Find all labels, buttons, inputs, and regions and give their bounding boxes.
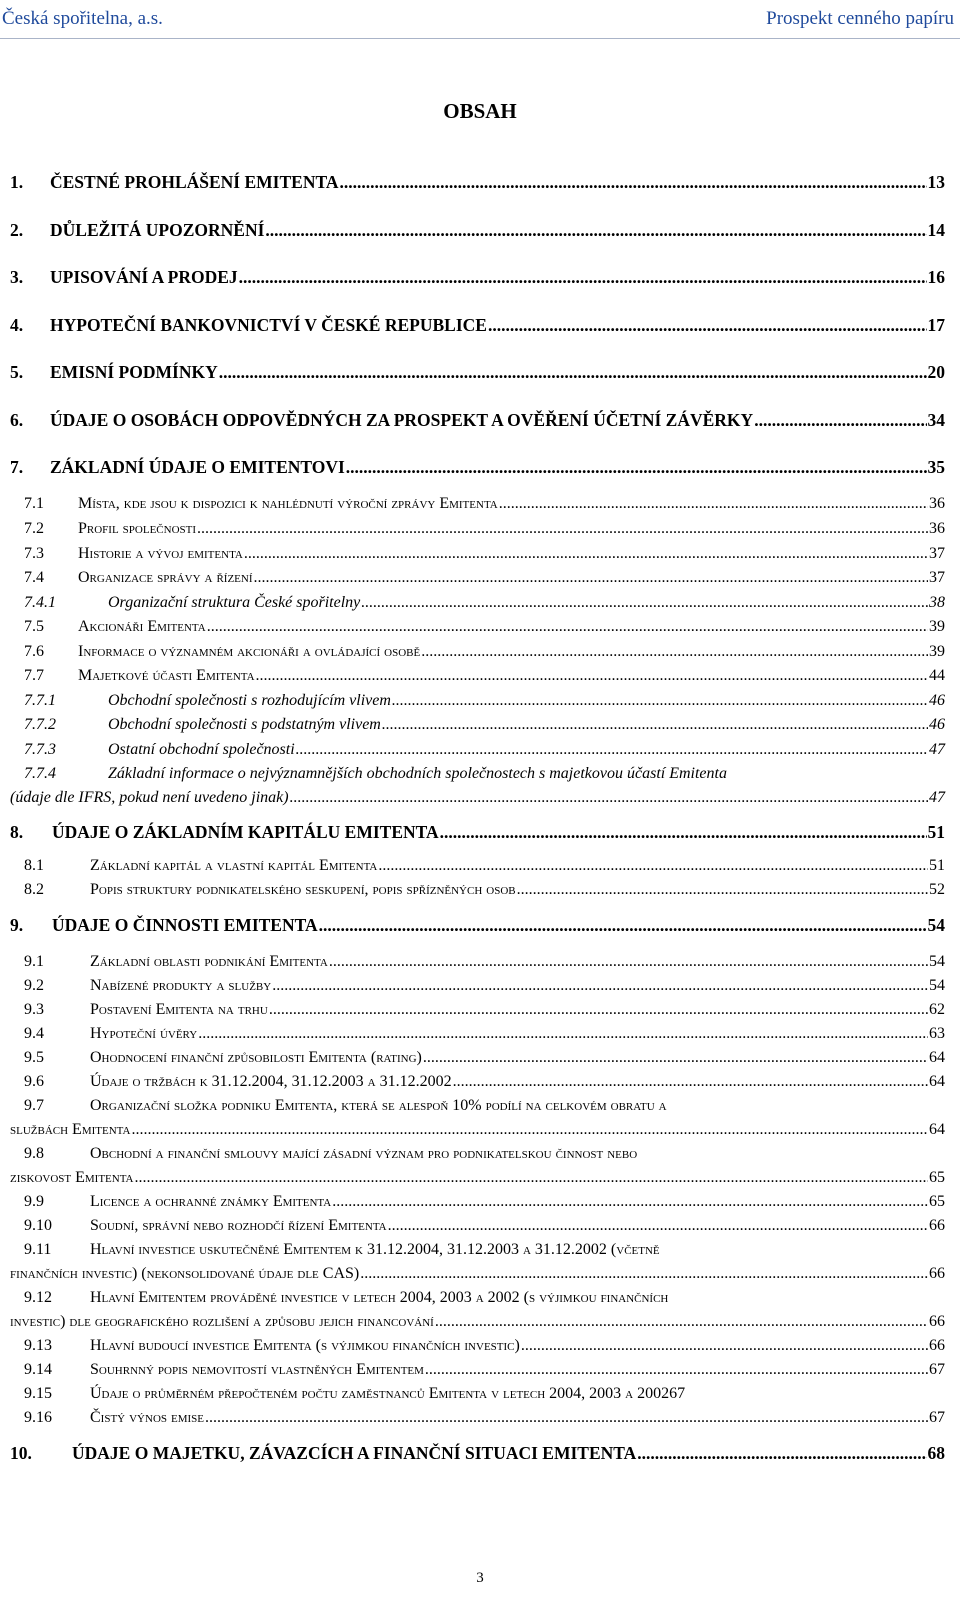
toc-page: 36 (929, 495, 945, 512)
toc-entry[interactable] (10, 915, 945, 935)
toc-entry[interactable] (10, 410, 945, 430)
toc-page: 68 (927, 1443, 945, 1463)
toc-title: Hlavní investice uskutečněné Emitentem k 31.12.2004, 31.12.2003 a 31.12.2002 (včetně (90, 1241, 660, 1258)
toc-entry[interactable] (10, 1443, 945, 1463)
toc-page: 65 (929, 1169, 945, 1186)
toc-number: 7.6 (24, 643, 44, 660)
toc-page: 65 (929, 1193, 945, 1210)
toc-number: 10. (10, 1443, 32, 1463)
toc-title: Majetkové účasti Emitenta (78, 667, 255, 684)
toc-entry[interactable] (10, 822, 945, 842)
page-number: 3 (476, 1570, 484, 1586)
toc-title: Hypoteční úvěry (90, 1025, 198, 1042)
toc-number: 7. (10, 457, 24, 477)
toc-leader (392, 691, 928, 711)
page-title: OBSAH (443, 99, 517, 123)
toc-title: ÚDAJE O OSOBÁCH ODPOVĚDNÝCH ZA PROSPEKT A OVĚŘENÍ ÚČETNÍ ZÁVĚRKY (50, 410, 754, 430)
header-company: Česká spořitelna, a.s. (2, 8, 163, 29)
toc-number: 7.5 (24, 618, 44, 635)
toc-number: 9.10 (24, 1217, 52, 1234)
toc-leader (239, 267, 927, 287)
toc-entry-line2[interactable] (10, 1168, 945, 1188)
toc-leader (521, 1336, 928, 1356)
toc-leader (388, 1216, 928, 1236)
toc-title: Hlavní budoucí investice Emitenta (s výjimkou finančních investic) (90, 1337, 520, 1354)
toc-page: 54 (927, 915, 945, 935)
toc-entry[interactable] (10, 519, 945, 539)
toc-entry-line2[interactable] (10, 788, 945, 808)
toc-page: 54 (929, 953, 945, 970)
toc-number: 6. (10, 410, 24, 430)
toc-leader (360, 1264, 928, 1284)
toc-leader (517, 880, 928, 900)
toc-title: ÚDAJE O ZÁKLADNÍM KAPITÁLU EMITENTA (52, 822, 439, 842)
toc-number: 9.8 (24, 1145, 44, 1162)
toc-entry[interactable] (10, 1072, 945, 1092)
toc-title: Organizační struktura České spořitelny (108, 594, 361, 611)
toc-number: 7.4 (24, 569, 44, 586)
toc-page: 51 (927, 822, 945, 842)
toc-entry[interactable] (10, 740, 945, 760)
toc-leader (378, 856, 928, 876)
toc-entry[interactable] (10, 362, 945, 382)
toc-entry[interactable] (10, 593, 945, 613)
toc-number: 9.9 (24, 1193, 44, 1210)
toc-number: 7.7 (24, 667, 44, 684)
toc-title-continued: finančních investic) (nekonsolidované údaje dle CAS) (10, 1265, 360, 1282)
toc-entry[interactable] (10, 691, 945, 711)
toc-page: 52 (929, 881, 945, 898)
toc-leader (207, 617, 928, 637)
toc-title-continued: službách Emitenta (10, 1121, 131, 1138)
toc-page: 67 (669, 1385, 686, 1402)
toc-number: 7.7.2 (24, 716, 56, 733)
toc-page: 67 (929, 1361, 945, 1378)
toc-entry[interactable] (10, 976, 945, 996)
header-document-type: Prospekt cenného papíru (766, 8, 954, 29)
toc-number: 9.6 (24, 1073, 44, 1090)
toc-leader (499, 494, 928, 514)
toc-title: DŮLEŽITÁ UPOZORNĚNÍ (50, 220, 265, 240)
toc-entry[interactable] (10, 1024, 945, 1044)
toc-entry[interactable] (10, 267, 945, 287)
toc-entry-line1[interactable] (10, 1240, 945, 1260)
toc-leader (272, 976, 928, 996)
toc-page: 44 (929, 667, 945, 684)
toc-number: 9.4 (24, 1025, 44, 1042)
toc-title: Profil společnosti (78, 520, 197, 537)
toc-number: 5. (10, 362, 24, 382)
toc-number: 9.3 (24, 1001, 44, 1018)
toc-entry-line2[interactable] (10, 1120, 945, 1140)
toc-leader (453, 1072, 928, 1092)
toc-entry[interactable] (10, 494, 945, 514)
toc-entry[interactable] (10, 642, 945, 662)
toc-entry[interactable] (10, 856, 945, 876)
toc-title: Akcionáři Emitenta (78, 618, 206, 635)
toc-entry-line1[interactable] (10, 1144, 945, 1164)
toc-page: 36 (929, 520, 945, 537)
toc-page: 39 (929, 643, 945, 660)
toc-number: 9.16 (24, 1409, 52, 1426)
toc-page: 66 (929, 1313, 945, 1330)
toc-entry[interactable] (10, 715, 945, 735)
toc-title: HYPOTEČNÍ BANKOVNICTVÍ V ČESKÉ REPUBLICE (50, 315, 487, 335)
toc-page: 35 (927, 457, 945, 477)
toc-page: 62 (929, 1001, 945, 1018)
toc-leader (421, 642, 928, 662)
toc-leader (332, 1192, 928, 1212)
toc-leader (435, 1312, 928, 1332)
toc-entry[interactable] (10, 1360, 945, 1380)
toc-number: 7.7.1 (24, 692, 56, 709)
toc-leader (296, 740, 928, 760)
toc-entry[interactable] (10, 666, 945, 686)
toc-leader (425, 1360, 928, 1380)
toc-entry[interactable] (10, 220, 945, 240)
toc-number: 9.2 (24, 977, 44, 994)
toc-page: 63 (929, 1025, 945, 1042)
toc-entry[interactable] (10, 1408, 945, 1428)
toc-number: 4. (10, 315, 24, 335)
toc-entry[interactable] (10, 1192, 945, 1212)
toc-title: Údaje o průměrném přepočteném počtu zaměstnanců Emitenta v letech 2004, 2003 a 2002 (90, 1385, 670, 1402)
toc-title: UPISOVÁNÍ A PRODEJ (50, 267, 238, 287)
toc-leader (254, 568, 929, 588)
toc-number: 2. (10, 220, 24, 240)
toc-number: 9. (10, 915, 24, 935)
toc-page: 64 (929, 1049, 945, 1066)
table-of-contents (10, 0, 945, 1604)
toc-leader (219, 362, 927, 382)
toc-page: 66 (929, 1217, 945, 1234)
toc-entry[interactable] (10, 1336, 945, 1356)
toc-title: Organizační složka podniku Emitenta, která se alespoň 10% podílí na celkovém obratu a (90, 1097, 667, 1114)
toc-leader (256, 666, 928, 686)
toc-page: 51 (929, 857, 945, 874)
toc-leader (382, 715, 928, 735)
toc-page: 20 (927, 362, 945, 382)
toc-title: ZÁKLADNÍ ÚDAJE O EMITENTOVI (50, 457, 345, 477)
toc-title: Organizace správy a řízení (78, 569, 253, 586)
toc-number: 7.3 (24, 545, 44, 562)
toc-leader (329, 952, 928, 972)
toc-page: 46 (929, 716, 945, 733)
toc-page: 34 (927, 410, 945, 430)
toc-title-continued: investic) dle geografického rozlišení a způsobu jejich financování (10, 1313, 434, 1330)
toc-page: 47 (929, 789, 945, 806)
toc-title: ÚDAJE O ČINNOSTI EMITENTA (52, 915, 318, 935)
toc-title: Nabízené produkty a služby (90, 977, 272, 994)
toc-number: 7.1 (24, 495, 44, 512)
toc-page: 14 (927, 220, 945, 240)
toc-page: 67 (929, 1409, 945, 1426)
toc-title: Základní kapitál a vlastní kapitál Emitenta (90, 857, 378, 874)
toc-leader (198, 1024, 928, 1044)
toc-leader (423, 1048, 928, 1068)
toc-number: 8.1 (24, 857, 44, 874)
toc-leader (197, 519, 928, 539)
toc-leader (319, 915, 927, 935)
toc-page: 37 (929, 545, 945, 562)
toc-page: 39 (929, 618, 945, 635)
toc-page: 46 (929, 692, 945, 709)
toc-entry[interactable] (10, 1000, 945, 1020)
toc-title: Ohodnocení finanční způsobilosti Emitenta (rating) (90, 1049, 422, 1066)
toc-entry[interactable] (10, 880, 945, 900)
toc-entry-line1[interactable] (10, 764, 945, 784)
toc-page: 66 (929, 1265, 945, 1282)
toc-title: Základní informace o nejvýznamnějších obchodních společnostech s majetkovou účastí Emitenta (108, 765, 727, 782)
toc-leader (488, 315, 927, 335)
toc-page: 17 (927, 315, 945, 335)
toc-title: ÚDAJE O MAJETKU, ZÁVAZCÍCH A FINANČNÍ SITUACI EMITENTA (72, 1443, 637, 1463)
toc-entry[interactable] (10, 544, 945, 564)
toc-title: Obchodní společnosti s rozhodujícím vlivem (108, 692, 391, 709)
toc-page: 47 (929, 741, 945, 758)
toc-page: 13 (927, 172, 945, 192)
toc-number: 7.4.1 (24, 594, 56, 611)
toc-title: Informace o významném akcionáři a ovládající osobě (78, 643, 421, 660)
toc-title-continued: ziskovost Emitenta (10, 1169, 134, 1186)
toc-title: Ostatní obchodní společnosti (108, 741, 295, 758)
toc-title: Licence a ochranné známky Emitenta (90, 1193, 332, 1210)
toc-number: 9.11 (24, 1241, 52, 1258)
toc-title: Historie a vývoj emitenta (78, 545, 243, 562)
toc-number: 7.7.4 (24, 765, 56, 782)
toc-title: ČESTNÉ PROHLÁŠENÍ EMITENTA (50, 172, 339, 192)
toc-leader (244, 544, 928, 564)
toc-number: 7.7.3 (24, 741, 56, 758)
toc-number: 9.7 (24, 1097, 44, 1114)
toc-number: 9.1 (24, 953, 44, 970)
toc-leader (340, 172, 927, 192)
toc-entry-line2[interactable] (10, 1264, 945, 1284)
toc-page: 54 (929, 977, 945, 994)
toc-number: 9.15 (24, 1385, 52, 1402)
toc-leader (265, 220, 926, 240)
toc-title: Popis struktury podnikatelského seskupení, popis spřízněných osob (90, 881, 516, 898)
toc-entry[interactable] (10, 172, 945, 192)
toc-entry[interactable] (10, 952, 945, 972)
toc-page: 64 (929, 1121, 945, 1138)
toc-number: 9.13 (24, 1337, 52, 1354)
toc-title: Obchodní společnosti s podstatným vlivem (108, 716, 381, 733)
toc-entry[interactable] (10, 457, 945, 477)
toc-leader (346, 457, 927, 477)
toc-page: 38 (929, 594, 945, 611)
toc-leader (290, 788, 928, 808)
toc-page: 37 (929, 569, 945, 586)
toc-number: 1. (10, 172, 24, 192)
toc-entry[interactable] (10, 1384, 945, 1404)
toc-title-continued: (údaje dle IFRS, pokud není uvedeno jinak) (10, 789, 289, 806)
toc-entry[interactable] (10, 1048, 945, 1068)
toc-leader (205, 1408, 928, 1428)
toc-number: 3. (10, 267, 24, 287)
toc-title: Soudní, správní nebo rozhodčí řízení Emitenta (90, 1217, 387, 1234)
toc-leader (131, 1120, 928, 1140)
toc-page: 64 (929, 1073, 945, 1090)
toc-leader (135, 1168, 929, 1188)
toc-leader (754, 410, 926, 430)
toc-page: 16 (927, 267, 945, 287)
toc-title: Postavení Emitenta na trhu (90, 1001, 268, 1018)
toc-title: Místa, kde jsou k dispozici k nahlédnutí výroční zprávy Emitenta (78, 495, 498, 512)
toc-title: Základní oblasti podnikání Emitenta (90, 953, 328, 970)
toc-leader (440, 822, 927, 842)
toc-number: 9.14 (24, 1361, 52, 1378)
toc-entry-line1[interactable] (10, 1096, 945, 1116)
toc-entry-line1[interactable] (10, 1288, 945, 1308)
toc-number: 8.2 (24, 881, 44, 898)
toc-number: 9.5 (24, 1049, 44, 1066)
toc-title: Čistý výnos emise (90, 1409, 205, 1426)
toc-title: Údaje o tržbách k 31.12.2004, 31.12.2003 a 31.12.2002 (90, 1073, 452, 1090)
toc-entry[interactable] (10, 568, 945, 588)
toc-leader (637, 1443, 926, 1463)
toc-title: Souhrnný popis nemovitostí vlastněných Emitentem (90, 1361, 424, 1378)
toc-title: Obchodní a finanční smlouvy mající zásadní význam pro podnikatelskou činnost nebo (90, 1145, 638, 1162)
toc-entry[interactable] (10, 1216, 945, 1236)
toc-number: 8. (10, 822, 24, 842)
toc-title: Hlavní Emitentem prováděné investice v letech 2004, 2003 a 2002 (s výjimkou finančních (90, 1289, 669, 1306)
toc-title: EMISNÍ PODMÍNKY (50, 362, 218, 382)
toc-leader (361, 593, 928, 613)
toc-number: 9.12 (24, 1289, 52, 1306)
toc-number: 7.2 (24, 520, 44, 537)
toc-entry[interactable] (10, 315, 945, 335)
toc-page: 66 (929, 1337, 945, 1354)
toc-entry-line2[interactable] (10, 1312, 945, 1332)
toc-entry[interactable] (10, 617, 945, 637)
toc-leader (269, 1000, 928, 1020)
